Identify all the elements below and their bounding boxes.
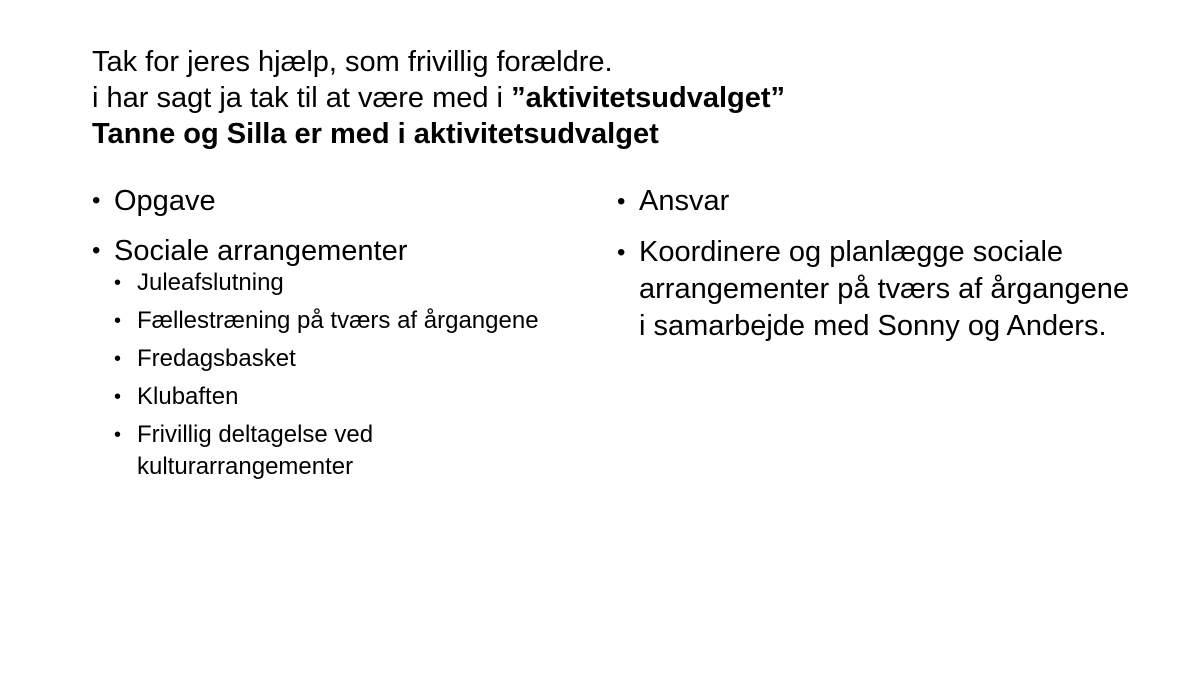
left-column bbox=[92, 183, 562, 489]
bullet-dot-icon: • bbox=[114, 310, 122, 332]
sub-bullet-list bbox=[114, 267, 562, 483]
right-column bbox=[617, 183, 1137, 359]
bullet-dot-icon: • bbox=[617, 188, 626, 215]
list-item-ansvar bbox=[617, 183, 1137, 220]
sub-item-faellestraening bbox=[114, 305, 562, 337]
sub-item-klubaften bbox=[114, 381, 562, 413]
title-line-3: Tanne og Silla er med i aktivitetsudvalget bbox=[92, 118, 659, 150]
bullet-dot-icon: • bbox=[92, 187, 101, 214]
right-bullet-list bbox=[617, 183, 1137, 345]
bullet-dot-icon: • bbox=[114, 424, 122, 446]
bullet-dot-icon: • bbox=[114, 272, 122, 294]
sub-item-juleafslutning bbox=[114, 267, 562, 299]
title-line-2-text: i har sagt ja tak til at være med i bbox=[92, 82, 512, 114]
list-item-label: Koordinere og planlægge sociale arrangementer på tværs af årgangene i samarbejde med Sonny og Anders. bbox=[639, 236, 1130, 342]
sub-item-frivillig-deltagelse bbox=[114, 419, 562, 483]
list-item-sociale-arrangementer bbox=[92, 233, 562, 269]
title-line-1: Tak for jeres hjælp, som frivillig forældre. bbox=[92, 46, 613, 78]
sub-item-label: Fredagsbasket bbox=[137, 345, 296, 372]
sub-item-label: Juleafslutning bbox=[137, 269, 284, 296]
sub-item-label: Fællestræning på tværs af årgangene bbox=[137, 307, 539, 334]
slide-title bbox=[92, 44, 1132, 152]
list-item-koordinere bbox=[617, 234, 1137, 345]
title-line-2-emphasis: ”aktivitetsudvalget” bbox=[511, 82, 786, 114]
sub-item-label: Klubaften bbox=[137, 383, 239, 410]
list-item-opgave bbox=[92, 183, 562, 219]
left-bullet-list bbox=[92, 183, 562, 269]
bullet-dot-icon: • bbox=[114, 348, 122, 370]
bullet-dot-icon: • bbox=[114, 386, 122, 408]
sub-item-label: Frivillig deltagelse ved kulturarrangementer bbox=[137, 421, 374, 480]
sub-item-fredagsbasket bbox=[114, 343, 562, 375]
list-item-label: Opgave bbox=[114, 185, 216, 217]
list-item-label: Sociale arrangementer bbox=[114, 235, 408, 267]
bullet-dot-icon: • bbox=[92, 237, 101, 264]
list-item-label: Ansvar bbox=[639, 185, 730, 217]
bullet-dot-icon: • bbox=[617, 239, 626, 266]
title-line-2 bbox=[92, 80, 1132, 116]
